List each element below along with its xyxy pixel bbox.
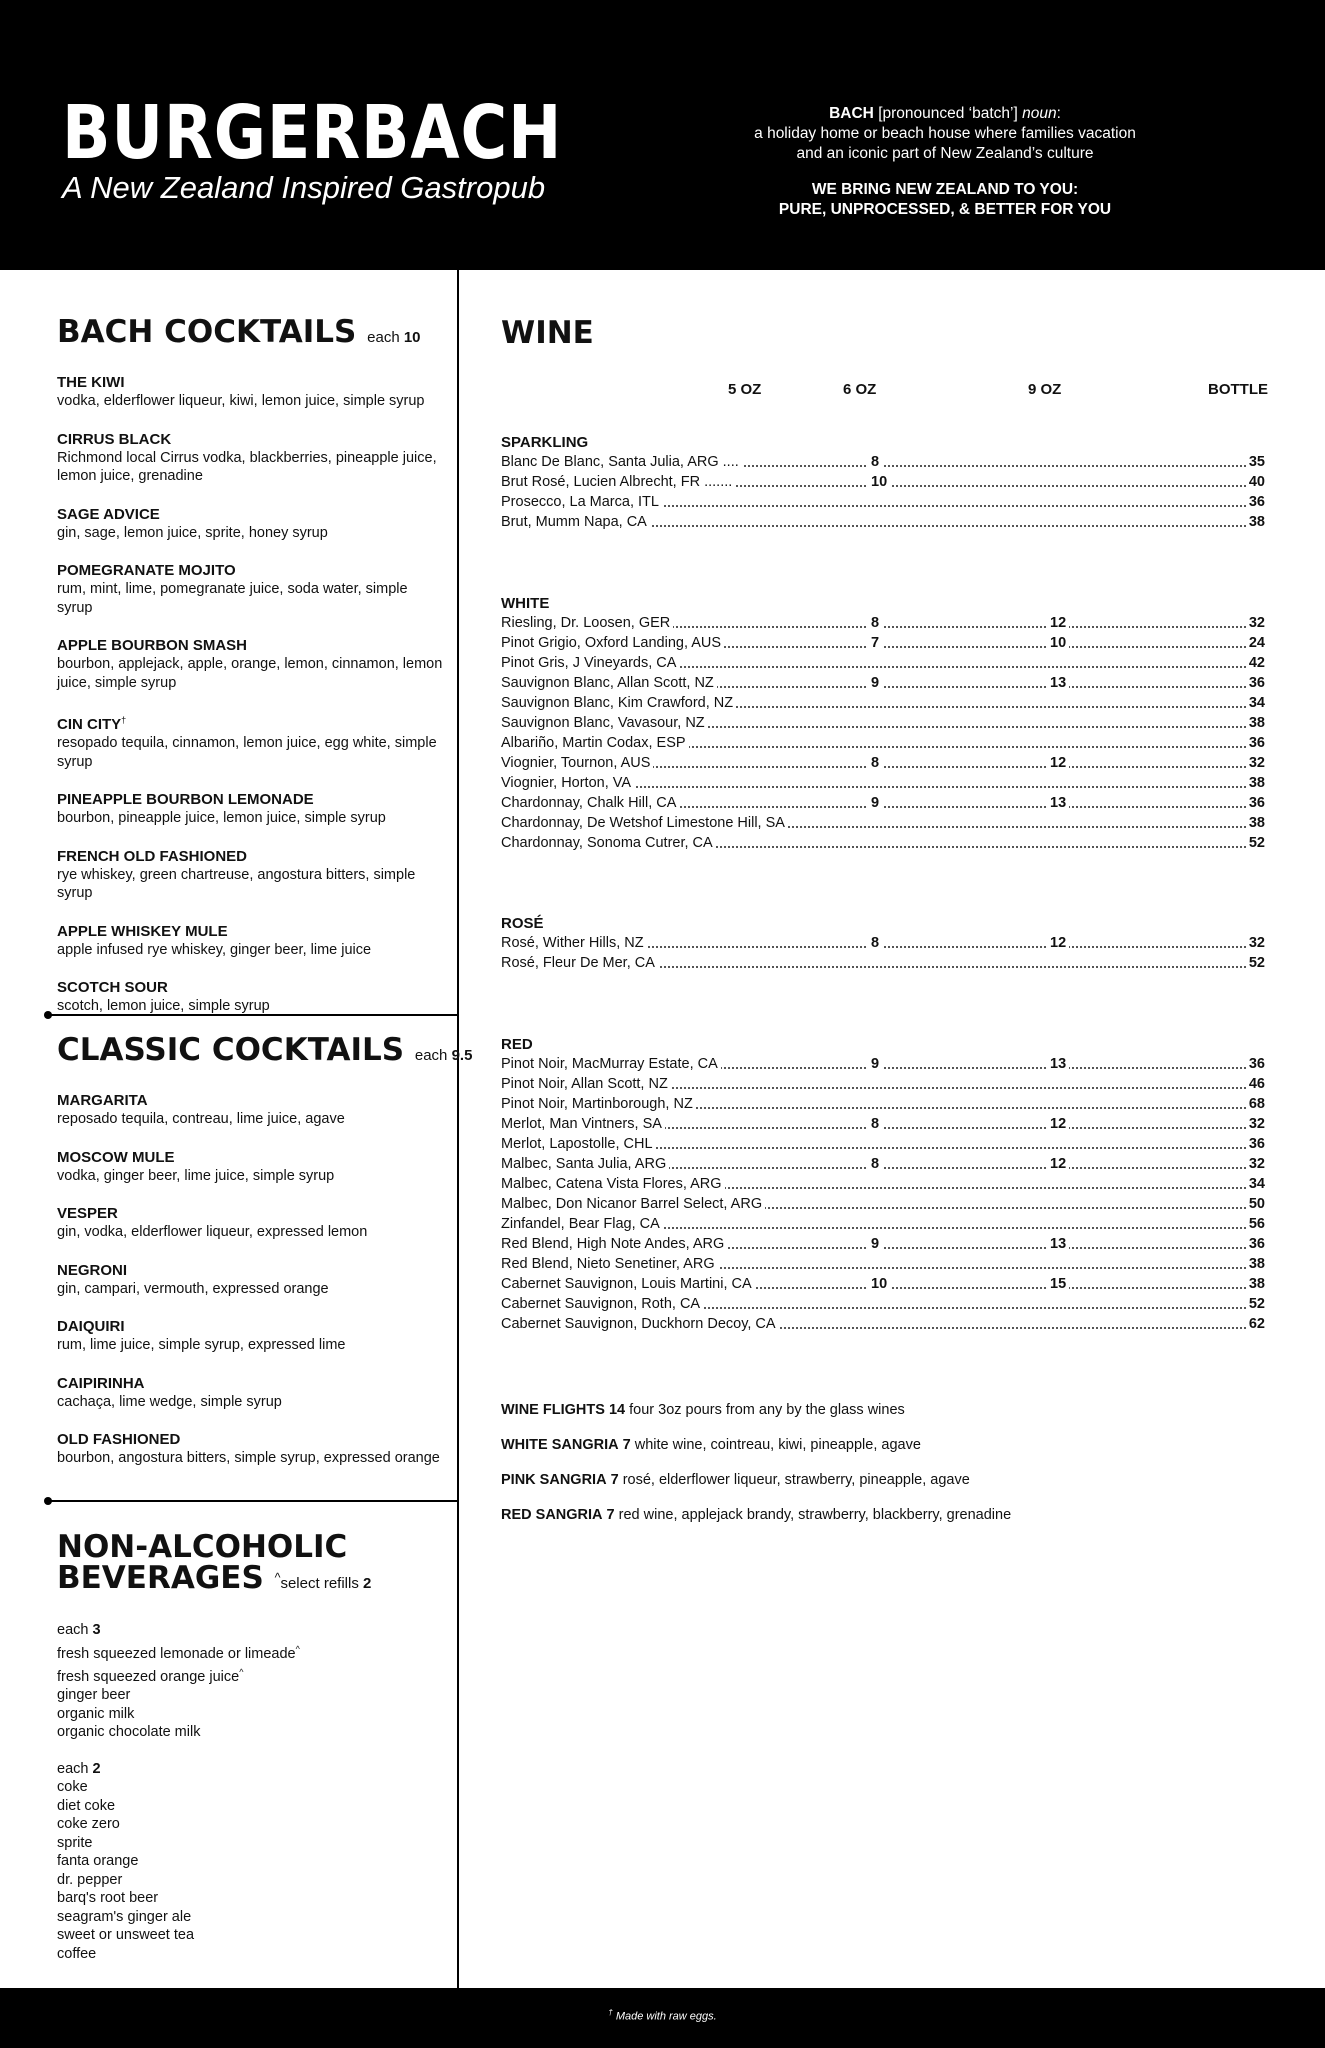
- beverage-item: sprite: [57, 1834, 93, 1851]
- wine-row: [501, 933, 1265, 953]
- dagger-mark: †: [121, 715, 127, 725]
- bottle-price: 68: [1246, 1094, 1265, 1114]
- wine-row: [501, 713, 1265, 733]
- cocktail-item: [57, 1261, 447, 1299]
- large-glass-price: 15: [1047, 1274, 1069, 1294]
- wine-label: Prosecco, La Marca, ITL: [501, 492, 662, 512]
- cocktail-item: [57, 1204, 447, 1242]
- wine-label: Rosé, Fleur De Mer, CA: [501, 953, 658, 973]
- bottle-price: 24: [1246, 633, 1265, 653]
- bottle-price: 36: [1246, 793, 1265, 813]
- column-divider: [457, 270, 459, 1988]
- wine-section-white: [501, 594, 1265, 853]
- bach-definition: BACH [pronounced ‘batch’] noun: a holiday home or beach house where families vacation and an iconic part of New Zealand’s culture WE BRING NEW ZEALAND TO YOU: PURE, UNPROCESSED, & BETTER FOR YOU: [665, 104, 1225, 220]
- wine-extras: [501, 1401, 1265, 1541]
- bottle-price: 40: [1246, 472, 1265, 492]
- col-head-bottle: BOTTLE: [1208, 381, 1268, 398]
- wine-row: [501, 653, 1265, 673]
- bottle-price: 34: [1246, 693, 1265, 713]
- extra-price: 7: [622, 1437, 631, 1453]
- large-glass-price: 12: [1047, 933, 1069, 953]
- cocktail-name: VESPER: [57, 1205, 118, 1222]
- wine-category: SPARKLING: [501, 434, 589, 451]
- wine-row: [501, 833, 1265, 853]
- wine-category: RED: [501, 1036, 533, 1053]
- cocktail-list: [57, 373, 447, 1016]
- glass-price: 9: [868, 1234, 882, 1254]
- glass-price: 8: [868, 613, 882, 633]
- cocktail-item: [57, 505, 447, 543]
- wine-label: Sauvignon Blanc, Allan Scott, NZ: [501, 673, 717, 693]
- wine-row: [501, 693, 1265, 713]
- cocktail-item: [57, 1148, 447, 1186]
- wine-label: Rosé, Wither Hills, NZ: [501, 933, 647, 953]
- def-line-1: a holiday home or beach house where families vacation: [754, 125, 1136, 142]
- wine-row: [501, 1214, 1265, 1234]
- wine-label: Pinot Noir, Allan Scott, NZ: [501, 1074, 671, 1094]
- beverage-item: organic milk: [57, 1705, 135, 1722]
- wine-label: Pinot Noir, MacMurray Estate, CA: [501, 1054, 721, 1074]
- beverage-item: coke: [57, 1779, 88, 1796]
- bottle-price: 38: [1246, 1254, 1265, 1274]
- wine-row: [501, 472, 1265, 492]
- cocktail-description: reposado tequila, contreau, lime juice, agave: [57, 1111, 345, 1127]
- wine-section-sparkling: [501, 433, 1265, 532]
- wine-label: Brut Rosé, Lucien Albrecht, FR .......: [501, 472, 735, 492]
- extra-price: 14: [608, 1402, 626, 1418]
- glass-price: 8: [868, 933, 882, 953]
- slogan-line-2: PURE, UNPROCESSED, & BETTER FOR YOU: [778, 201, 1112, 218]
- wine-row: [501, 673, 1265, 693]
- cocktail-name: CAIPIRINHA: [57, 1374, 145, 1392]
- wine-label: Viognier, Horton, VA: [501, 773, 634, 793]
- bottle-price: 46: [1246, 1074, 1265, 1094]
- wine-row: [501, 1234, 1265, 1254]
- cocktail-description: gin, sage, lemon juice, sprite, honey syrup: [57, 524, 328, 541]
- bach-cocktails-section: [57, 316, 447, 1016]
- cocktail-description: gin, campari, vermouth, expressed orange: [57, 1280, 329, 1297]
- extra-price: 7: [610, 1472, 619, 1488]
- cocktail-item: [57, 636, 447, 692]
- classic-cocktails-section: [57, 1032, 473, 1468]
- large-glass-price: 13: [1047, 793, 1069, 813]
- cocktail-item: [57, 1317, 447, 1355]
- wine-row: [501, 1314, 1265, 1334]
- cocktail-description: bourbon, pineapple juice, lemon juice, simple syrup: [57, 810, 386, 826]
- cocktail-description: vodka, elderflower liqueur, kiwi, lemon juice, simple syrup: [57, 393, 425, 409]
- extra-description: red wine, applejack brandy, strawberry, blackberry, grenadine: [618, 1507, 1012, 1523]
- wine-row: [501, 1094, 1265, 1114]
- cocktail-item: [57, 1091, 447, 1129]
- cocktail-name: APPLE WHISKEY MULE: [57, 922, 228, 940]
- refill-mark: ^: [295, 1643, 300, 1654]
- wine-label: Brut, Mumm Napa, CA: [501, 512, 650, 532]
- wine-row: [501, 793, 1265, 813]
- cocktail-item: [57, 711, 447, 771]
- bottle-price: 38: [1246, 813, 1265, 833]
- wine-label: Merlot, Lapostolle, CHL: [501, 1134, 656, 1154]
- section-title: BACH COCKTAILS each 10: [57, 314, 421, 350]
- cocktail-name: SCOTCH SOUR: [57, 979, 168, 996]
- wine-row: [501, 1134, 1265, 1154]
- wine-label: Pinot Grigio, Oxford Landing, AUS: [501, 633, 724, 653]
- wine-label: Cabernet Sauvignon, Louis Martini, CA: [501, 1274, 755, 1294]
- cocktail-name: POMEGRANATE MOJITO: [57, 562, 236, 579]
- extra-name: RED SANGRIA: [501, 1507, 603, 1523]
- wine-extra-item: [501, 1401, 1265, 1419]
- bottle-price: 56: [1246, 1214, 1265, 1234]
- cocktail-name: MOSCOW MULE: [57, 1148, 175, 1166]
- beverage-item: ginger beer: [57, 1687, 131, 1704]
- wine-row: [501, 1074, 1265, 1094]
- glass-price: 8: [868, 753, 882, 773]
- wine-label: Pinot Noir, Martinborough, NZ: [501, 1094, 696, 1114]
- col-head-5oz: 5 OZ: [728, 381, 762, 398]
- wine-row: [501, 1054, 1265, 1074]
- large-glass-price: 13: [1047, 1054, 1069, 1074]
- wine-label: Zinfandel, Bear Flag, CA: [501, 1214, 663, 1234]
- cocktail-item: [57, 847, 447, 903]
- cocktail-description: rye whiskey, green chartreuse, angostura bitters, simple syrup: [57, 866, 416, 901]
- cocktail-name: PINEAPPLE BOURBON LEMONADE: [57, 791, 314, 808]
- wine-label: Blanc De Blanc, Santa Julia, ARG ....: [501, 452, 742, 472]
- bottle-price: 36: [1246, 1234, 1265, 1254]
- bottle-price: 36: [1246, 1134, 1265, 1154]
- dagger-mark: †: [608, 2008, 613, 2017]
- cocktail-list: [57, 1091, 447, 1468]
- extra-price: 7: [606, 1507, 615, 1523]
- def-pronunciation: [pronounced ‘batch’]: [878, 105, 1018, 122]
- bottle-price: 36: [1246, 1054, 1265, 1074]
- bottle-price: 32: [1246, 753, 1265, 773]
- def-part-of-speech: noun: [1022, 105, 1057, 122]
- cocktail-name: NEGRONI: [57, 1261, 128, 1279]
- glass-price: 9: [868, 793, 882, 813]
- cocktail-description: apple infused rye whiskey, ginger beer, lime juice: [57, 941, 372, 958]
- wine-label: Pinot Gris, J Vineyards, CA: [501, 653, 679, 673]
- section-title: CLASSIC COCKTAILS each 9.5: [57, 1032, 473, 1068]
- wine-row: [501, 753, 1265, 773]
- large-glass-price: 12: [1047, 613, 1069, 633]
- cocktail-description: resopado tequila, cinnamon, lemon juice, egg white, simple syrup: [57, 735, 437, 770]
- beverage-group-each-2: each 2 coke diet coke coke zero sprite fanta orange dr. pepper barq's root beer seagram's ginger ale sweet or unsweet tea coffee: [57, 1760, 447, 1964]
- bottle-price: 35: [1246, 452, 1265, 472]
- bottle-price: 36: [1246, 673, 1265, 693]
- bottle-price: 38: [1246, 773, 1265, 793]
- cocktail-item: [57, 790, 447, 828]
- extra-name: WINE FLIGHTS: [501, 1402, 605, 1418]
- wine-row: [501, 1174, 1265, 1194]
- col-head-6oz: 6 OZ: [843, 381, 877, 398]
- cocktail-name: APPLE BOURBON SMASH: [57, 637, 248, 654]
- wine-extra-item: [501, 1436, 1265, 1454]
- extra-description: white wine, cointreau, kiwi, pineapple, agave: [634, 1437, 921, 1453]
- section-title: NON-ALCOHOLIC BEVERAGES ^select refills 2: [57, 1529, 372, 1596]
- wine-row: [501, 633, 1265, 653]
- wine-label: Red Blend, Nieto Senetiner, ARG: [501, 1254, 718, 1274]
- bottle-price: 50: [1246, 1194, 1265, 1214]
- bottle-price: 36: [1246, 492, 1265, 512]
- cocktail-name: MARGARITA: [57, 1092, 148, 1109]
- wine-row: [501, 813, 1265, 833]
- bottle-price: 38: [1246, 512, 1265, 532]
- brand-logo: BURGERBACH: [62, 90, 563, 176]
- bottle-price: 52: [1246, 833, 1265, 853]
- wine-title: WINE: [501, 315, 594, 351]
- glass-price: 8: [868, 1154, 882, 1174]
- wine-label: Cabernet Sauvignon, Roth, CA: [501, 1294, 703, 1314]
- cocktail-description: gin, vodka, elderflower liqueur, expressed lemon: [57, 1224, 368, 1240]
- wine-label: Albariño, Martin Codax, ESP: [501, 733, 689, 753]
- large-glass-price: 12: [1047, 1114, 1069, 1134]
- beverage-item: fanta orange: [57, 1853, 139, 1870]
- cocktail-name: THE KIWI: [57, 374, 125, 391]
- wine-extra-item: [501, 1506, 1265, 1524]
- cocktail-description: rum, mint, lime, pomegranate juice, soda water, simple syrup: [57, 581, 408, 616]
- wine-row: [501, 733, 1265, 753]
- cocktail-description: rum, lime juice, simple syrup, expressed lime: [57, 1337, 346, 1353]
- cocktail-item: [57, 373, 447, 411]
- cocktail-item: [57, 922, 447, 960]
- wine-row: [501, 512, 1265, 532]
- beverage-item: fresh squeezed orange juice^: [57, 1666, 244, 1685]
- cocktail-description: bourbon, applejack, apple, orange, lemon, cinnamon, lemon juice, simple syrup: [57, 656, 443, 691]
- brand-tagline: A New Zealand Inspired Gastropub: [62, 170, 546, 205]
- cocktail-name: CIRRUS BLACK: [57, 430, 172, 448]
- wine-label: Malbec, Catena Vista Flores, ARG: [501, 1174, 725, 1194]
- beverage-item: organic chocolate milk: [57, 1724, 201, 1741]
- glass-price: 7: [868, 633, 882, 653]
- cocktail-item: [57, 430, 447, 486]
- beverage-item: diet coke: [57, 1797, 116, 1814]
- wine-row: [501, 452, 1265, 472]
- wine-row: [501, 953, 1265, 973]
- bottle-price: 52: [1246, 1294, 1265, 1314]
- bottle-price: 32: [1246, 1154, 1265, 1174]
- wine-label: Malbec, Don Nicanor Barrel Select, ARG: [501, 1194, 765, 1214]
- wine-section-rose: [501, 914, 1265, 973]
- cocktail-description: scotch, lemon juice, simple syrup: [57, 998, 270, 1014]
- extra-name: PINK SANGRIA: [501, 1472, 607, 1488]
- cocktail-item: [57, 978, 447, 1016]
- wine-row: [501, 1194, 1265, 1214]
- wine-label: Chardonnay, Sonoma Cutrer, CA: [501, 833, 716, 853]
- cocktail-description: vodka, ginger beer, lime juice, simple syrup: [57, 1167, 335, 1184]
- beverage-item: barq's root beer: [57, 1890, 159, 1907]
- bottle-price: 32: [1246, 933, 1265, 953]
- beverage-item: fresh squeezed lemonade or limeade^: [57, 1643, 300, 1662]
- footer: [0, 1988, 1325, 2048]
- glass-price: 8: [868, 452, 882, 472]
- bottle-price: 32: [1246, 1114, 1265, 1134]
- large-glass-price: 12: [1047, 753, 1069, 773]
- glass-price: 9: [868, 673, 882, 693]
- wine-label: Sauvignon Blanc, Kim Crawford, NZ: [501, 693, 736, 713]
- wine-row: [501, 1114, 1265, 1134]
- wine-row: [501, 773, 1265, 793]
- beverage-item: dr. pepper: [57, 1871, 123, 1888]
- bottle-price: 62: [1246, 1314, 1265, 1334]
- wine-row: [501, 1154, 1265, 1174]
- extra-name: WHITE SANGRIA: [501, 1437, 619, 1453]
- bottle-price: 32: [1246, 613, 1265, 633]
- glass-price: 10: [868, 472, 890, 492]
- beverage-item: seagram's ginger ale: [57, 1908, 192, 1925]
- def-line-2: and an iconic part of New Zealand’s culture: [796, 145, 1094, 162]
- large-glass-price: 13: [1047, 673, 1069, 693]
- beverage-item: coke zero: [57, 1816, 120, 1833]
- cocktail-name: OLD FASHIONED: [57, 1431, 181, 1448]
- bottle-price: 34: [1246, 1174, 1265, 1194]
- bottle-price: 36: [1246, 733, 1265, 753]
- wine-label: Viognier, Tournon, AUS: [501, 753, 653, 773]
- footer-note: Made with raw eggs.: [615, 2010, 717, 2023]
- cocktail-name: DAIQUIRI: [57, 1318, 125, 1335]
- wine-section-red: [501, 1035, 1265, 1334]
- wine-category: ROSÉ: [501, 915, 544, 932]
- def-word: BACH: [829, 105, 874, 122]
- bottle-price: 38: [1246, 713, 1265, 733]
- glass-price: 8: [868, 1114, 882, 1134]
- wine-row: [501, 613, 1265, 633]
- wine-extra-item: [501, 1471, 1265, 1489]
- glass-price: 9: [868, 1054, 882, 1074]
- beverage-item: sweet or unsweet tea: [57, 1927, 195, 1944]
- wine-category: WHITE: [501, 595, 550, 612]
- cocktail-name: CIN CITY†: [57, 715, 127, 733]
- cocktail-name: FRENCH OLD FASHIONED: [57, 847, 248, 865]
- cocktail-description: Richmond local Cirrus vodka, blackberries, pineapple juice, lemon juice, grenadine: [57, 449, 437, 484]
- wine-row: [501, 492, 1265, 512]
- wine-label: Riesling, Dr. Loosen, GER: [501, 613, 673, 633]
- bottle-price: 52: [1246, 953, 1265, 973]
- refill-mark: ^: [239, 1666, 244, 1677]
- cocktail-item: [57, 1430, 447, 1468]
- col-head-9oz: 9 OZ: [1028, 381, 1062, 398]
- bottle-price: 42: [1246, 653, 1265, 673]
- glass-price: 10: [868, 1274, 890, 1294]
- wine-label: Malbec, Santa Julia, ARG: [501, 1154, 669, 1174]
- cocktail-item: [57, 561, 447, 617]
- wine-row: [501, 1274, 1265, 1294]
- wine-label: Chardonnay, De Wetshof Limestone Hill, SA: [501, 813, 788, 833]
- extra-description: rosé, elderflower liqueur, strawberry, pineapple, agave: [622, 1472, 970, 1488]
- cocktail-description: cachaça, lime wedge, simple syrup: [57, 1393, 282, 1410]
- wine-label: Sauvignon Blanc, Vavasour, NZ: [501, 713, 708, 733]
- large-glass-price: 13: [1047, 1234, 1069, 1254]
- large-glass-price: 12: [1047, 1154, 1069, 1174]
- beverage-group-each-3: each 3 fresh squeezed lemonade or limeade^ fresh squeezed orange juice^ ginger beer organic milk organic chocolate milk: [57, 1621, 447, 1742]
- cocktail-item: [57, 1374, 447, 1412]
- header-banner: [0, 0, 1325, 270]
- section-divider-2: [48, 1500, 458, 1502]
- beverage-item: coffee: [57, 1945, 97, 1962]
- large-glass-price: 10: [1047, 633, 1069, 653]
- wine-label: Chardonnay, Chalk Hill, CA: [501, 793, 679, 813]
- wine-label: Red Blend, High Note Andes, ARG: [501, 1234, 727, 1254]
- wine-row: [501, 1254, 1265, 1274]
- extra-description: four 3oz pours from any by the glass wines: [629, 1402, 905, 1418]
- cocktail-name: SAGE ADVICE: [57, 505, 160, 523]
- non-alcoholic-section: [57, 1529, 447, 1963]
- bottle-price: 38: [1246, 1274, 1265, 1294]
- cocktail-description: bourbon, angostura bitters, simple syrup, expressed orange: [57, 1450, 440, 1466]
- wine-row: [501, 1294, 1265, 1314]
- wine-label: Cabernet Sauvignon, Duckhorn Decoy, CA: [501, 1314, 779, 1334]
- wine-label: Merlot, Man Vintners, SA: [501, 1114, 665, 1134]
- slogan-line-1: WE BRING NEW ZEALAND TO YOU:: [811, 181, 1079, 198]
